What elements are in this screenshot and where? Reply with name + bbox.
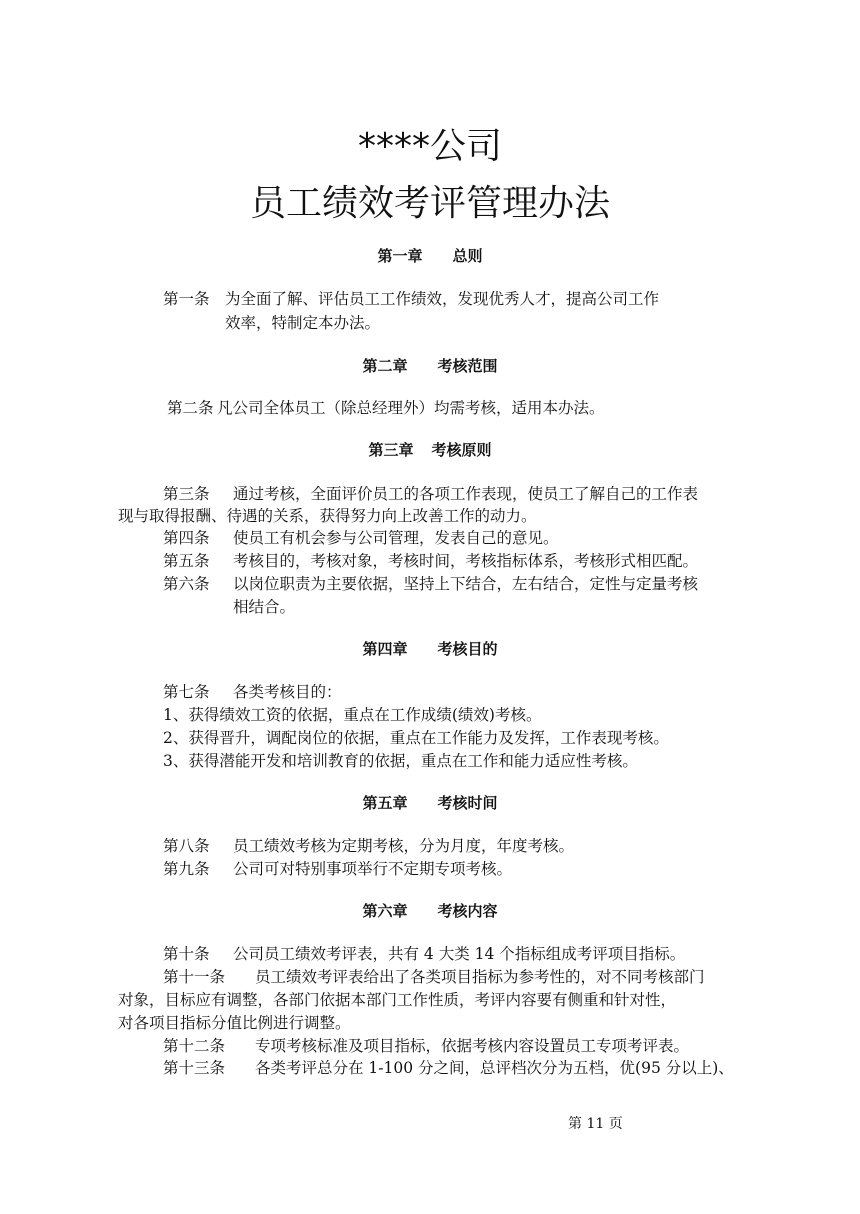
article-line <box>163 1057 734 1079</box>
article-text: 对象，目标应有调整，各部门依据本部门工作性质，考评内容要有侧重和针对性， <box>118 991 677 1009</box>
chapter-heading <box>0 245 860 267</box>
list-item: 1、获得绩效工资的依据，重点在工作成绩(绩效)考核。 <box>163 706 542 724</box>
article-text: 使员工有机会参与公司管理，发表自己的意见。 <box>233 529 559 547</box>
article-text: 通过考核，全面评价员工的各项工作表现，使员工了解自己的工作表 <box>233 485 699 503</box>
chapter-number: 第五章 <box>362 794 408 812</box>
article-number: 第二条 <box>167 399 214 417</box>
article-text: 考核目的，考核对象，考核时间，考核指标体系，考核形式相匹配。 <box>233 552 699 570</box>
chapter-number: 第二章 <box>362 357 408 375</box>
article-text: 员工绩效考核为定期考核，分为月度，年度考核。 <box>233 837 575 855</box>
article-line <box>163 943 685 965</box>
article-number: 第八条 <box>163 837 210 855</box>
article-number: 第六条 <box>163 575 210 593</box>
chapter-name: 考核时间 <box>437 794 498 812</box>
article-text: 以岗位职责为主要依据，坚持上下结合，左右结合，定性与定量考核 <box>233 575 699 593</box>
article-line <box>163 681 342 703</box>
article-line <box>163 966 705 988</box>
article-text: 公司可对特别事项举行不定期专项考核。 <box>233 860 513 878</box>
chapter-heading <box>0 439 860 461</box>
article-line <box>163 1035 689 1057</box>
list-item: 2、获得晋升，调配岗位的依据，重点在工作能力及发挥，工作表现考核。 <box>163 729 669 747</box>
article-line <box>167 397 605 419</box>
article-number: 第七条 <box>163 683 210 701</box>
article-text: 相结合。 <box>233 598 296 616</box>
article-number: 第五条 <box>163 552 210 570</box>
article-line <box>163 835 574 857</box>
article-text: 员工绩效考评表给出了各类项目指标为参考性的，对不同考核部门 <box>255 968 705 986</box>
company-title: ****公司 <box>357 126 502 167</box>
article-number: 第十三条 <box>163 1059 226 1077</box>
chapter-number: 第六章 <box>362 902 408 920</box>
article-line <box>163 288 659 310</box>
article-text: 效率，特制定本办法。 <box>225 314 381 332</box>
page-number: 第 11 页 <box>568 1116 623 1132</box>
chapter-name: 考核目的 <box>437 640 498 658</box>
article-text: 现与取得报酬、待遇的关系，获得努力向上改善工作的动力。 <box>118 507 537 525</box>
article-text: 各类考评总分在 1-100 分之间，总评档次分为五档，优(95 分以上)、 <box>255 1059 734 1077</box>
article-number: 第九条 <box>163 860 210 878</box>
article-line <box>163 550 698 572</box>
chapter-heading <box>0 638 860 660</box>
chapter-heading <box>0 792 860 814</box>
chapter-name: 总则 <box>452 247 483 265</box>
article-text: 凡公司全体员工（除总经理外）均需考核，适用本办法。 <box>217 399 605 417</box>
document-title: 员工绩效考评管理办法 <box>249 183 610 224</box>
chapter-heading <box>0 900 860 922</box>
article-text: 对各项目指标分值比例进行调整。 <box>118 1014 351 1032</box>
article-number: 第三条 <box>163 485 210 503</box>
article-number: 第一条 <box>163 290 210 308</box>
article-text: 专项考核标准及项目指标，依据考核内容设置员工专项考评表。 <box>255 1037 690 1055</box>
article-number: 第十二条 <box>163 1037 226 1055</box>
chapter-name: 考核内容 <box>437 902 498 920</box>
article-number: 第十条 <box>163 945 210 963</box>
list-item: 3、获得潜能开发和培训教育的依据，重点在工作和能力适应性考核。 <box>163 752 638 770</box>
chapter-number: 第三章 <box>368 441 414 459</box>
article-text: 公司员工绩效考评表，共有 4 大类 14 个指标组成考评项目指标。 <box>233 945 686 963</box>
chapter-name: 考核范围 <box>437 357 498 375</box>
chapter-heading <box>0 355 860 377</box>
article-line <box>163 483 698 505</box>
article-text: 各类考核目的： <box>233 683 342 701</box>
chapter-number: 第一章 <box>377 247 423 265</box>
article-number: 第十一条 <box>163 968 226 986</box>
article-text: 为全面了解、评估员工工作绩效，发现优秀人才，提高公司工作 <box>225 290 660 308</box>
article-number: 第四条 <box>163 529 210 547</box>
chapter-name: 考核原则 <box>431 441 492 459</box>
article-line <box>163 858 512 880</box>
article-line <box>163 573 698 595</box>
chapter-number: 第四章 <box>362 640 408 658</box>
article-line <box>163 527 559 549</box>
